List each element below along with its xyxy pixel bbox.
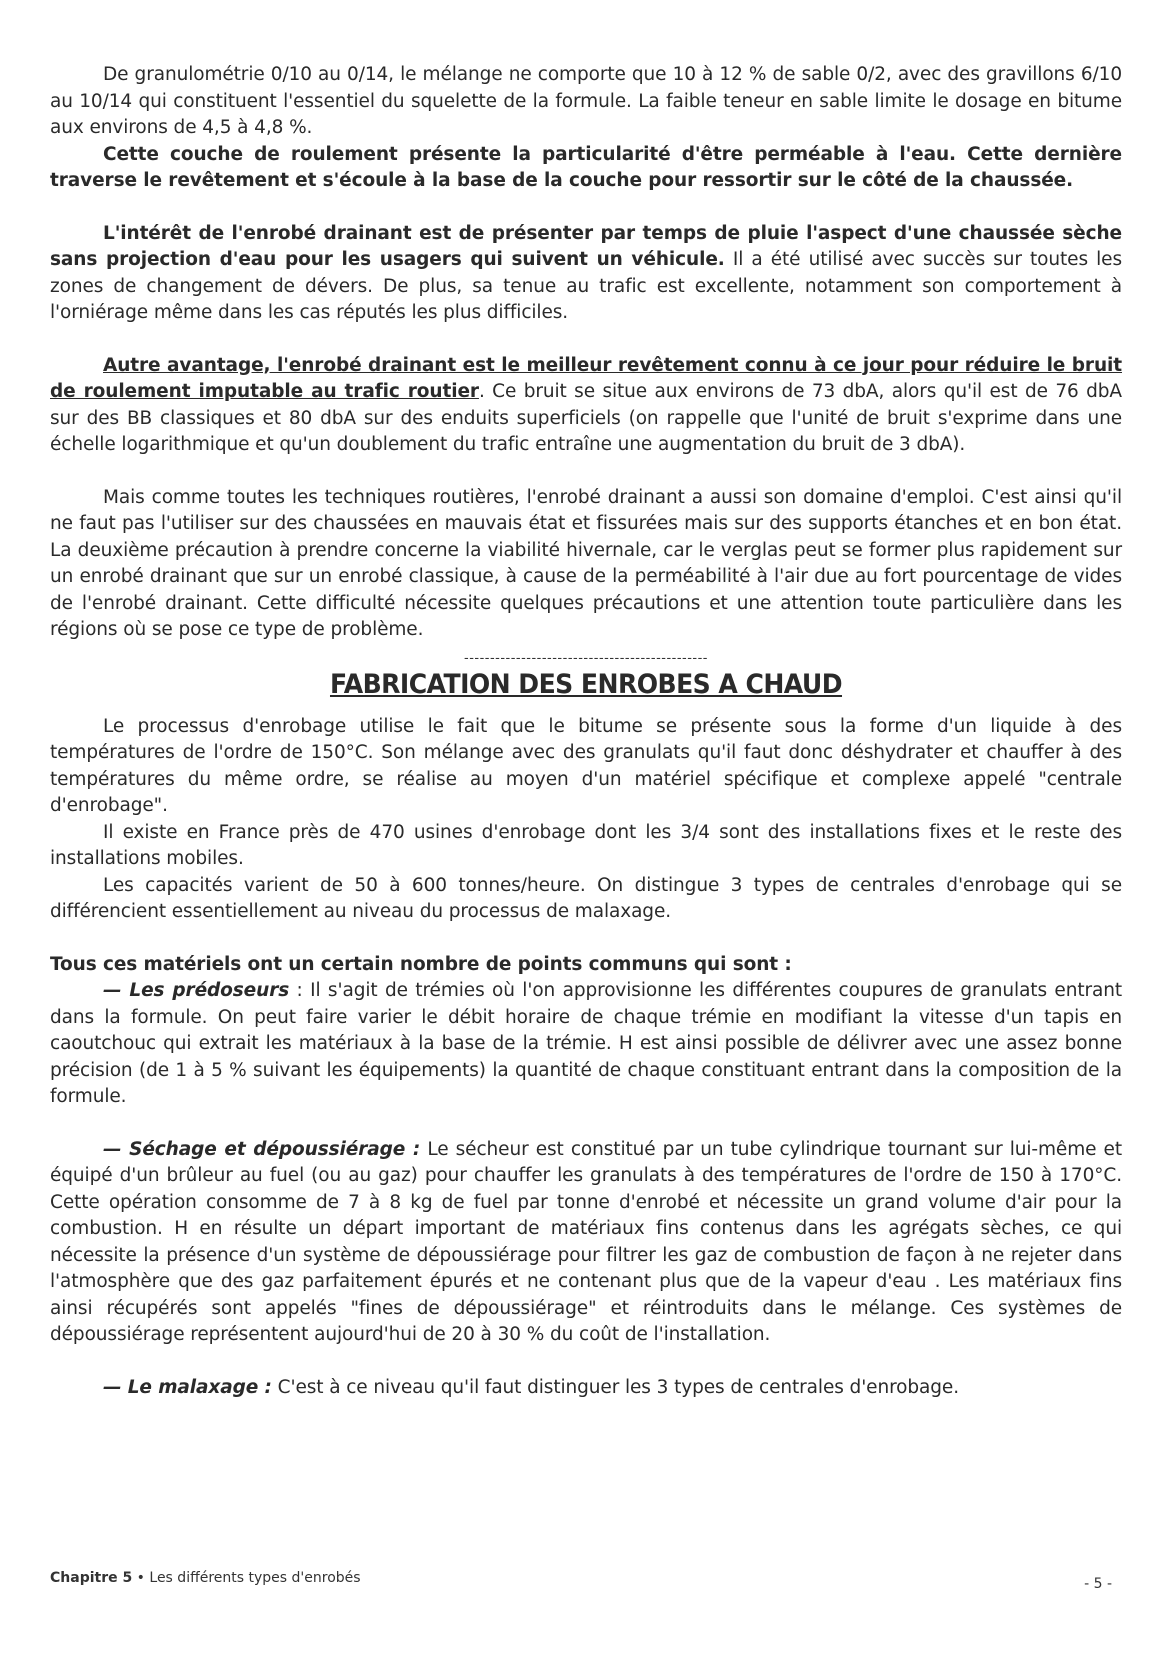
paragraph-permeability: Cette couche de roulement présente la particularité d'être perméable à l'eau. Cette dernière traverse le revêtement et s'écoule à la base de la couche pour ressortir sur le côté de la chaussée. xyxy=(50,143,1122,191)
footer-chapter xyxy=(50,1570,361,1586)
footer-chapter-title: Les différents types d'enrobés xyxy=(149,1570,361,1586)
item-sechage-label: — Séchage et dépoussiérage : xyxy=(103,1138,421,1160)
item-predoseurs-text: : Il s'agit de trémies où l'on approvisionne les différentes coupures de granulats entrant dans la formule. On peut faire varier le débit horaire de chaque trémie en modifiant la vitesse d'un tapis en caoutchouc qui extrait les matériaux à la base de la trémie. H est ainsi possible de délivrer avec une assez bonne précision (de 1 à 5 % suivant les équipements) la quantité de chaque constituant entrant dans la composition de la formule. xyxy=(50,980,1122,1107)
interest-text: Il a été utilisé avec succès sur toutes les zones de changement de dévers. De plus, sa tenue au trafic est excellente, notamment son comportement à l'orniérage même dans les cas réputés les plus difficiles. xyxy=(50,249,1122,323)
paragraph-process: Le processus d'enrobage utilise le fait que le bitume se présente sous la forme d'un liquide à des températures de l'ordre de 150°C. Son mélange avec des granulats qu'il faut donc déshydrater et chauffer à des températures du même ordre, se réalise au moyen d'un matériel spécifique et complexe appelé "centrale d'enrobage". xyxy=(50,715,1122,816)
item-sechage xyxy=(50,1137,1122,1349)
paragraph-factories: Il existe en France près de 470 usines d'enrobage dont les 3/4 sont des installations fixes et le reste des installations mobiles. xyxy=(50,821,1122,869)
noise-bold-underlined-text: Autre avantage, l'enrobé drainant est le meilleur revêtement connu à ce jour pour réduire le bruit de roulement imputable au trafic routier xyxy=(50,354,1122,402)
item-predoseurs xyxy=(50,978,1122,1111)
section-title: FABRICATION DES ENROBES A CHAUD xyxy=(329,668,843,700)
noise-text: . Ce bruit se situe aux environs de 73 dbA, alors qu'il est de 76 dbA sur des BB classiques et 80 dbA sur des enduits superficiels (on rappelle que l'unité de bruit s'exprime dans une échelle logarithmique et qu'un doublement du trafic entraîne une augmentation du bruit de 3 dbA). xyxy=(50,381,1122,455)
paragraph-interest xyxy=(50,221,1122,327)
item-predoseurs-label: — Les prédoseurs xyxy=(103,980,290,1001)
item-malaxage-label: — Le malaxage : xyxy=(103,1376,272,1398)
item-sechage-text: Le sécheur est constitué par un tube cylindrique tournant sur lui-même et équipé d'un brûleur au fuel (ou au gaz) pour chauffer les granulats à des températures de l'ordre de 150 à 170°C. Cette opération consomme de 7 à 8 kg de fuel par tonne d'enrobé et nécessite un grand volume d'air pour la combustion. H en résulte un départ important de matériaux fins contenus dans les agrégats sèches, ce qui nécessite la présence d'un système de dépoussiérage pour filtrer les gaz de combustion de façon à ne rejeter dans l'atmosphère que des gaz parfaitement épurés et ne contenant plus que de la vapeur d'eau . Les matériaux fins ainsi récupérés sont appelés "fines de dépoussiérage" et réintroduits dans le mélange. Ces systèmes de dépoussiérage représentent aujourd'hui de 20 à 30 % du coût de l'installation. xyxy=(50,1138,1122,1345)
common-points-intro: Tous ces matériels ont un certain nombre de points communs qui sont : xyxy=(50,953,792,975)
footer-bullet: • xyxy=(132,1570,150,1586)
paragraph-limitations: Mais comme toutes les techniques routières, l'enrobé drainant a aussi son domaine d'emploi. C'est ainsi qu'il ne faut pas l'utiliser sur des chaussées en mauvais état et fissurées mais sur des supports étanches et en bon état. La deuxième précaution à prendre concerne la viabilité hivernale, car le verglas peut se former plus rapidement sur un enrobé drainant que sur un enrobé classique, à cause de la perméabilité à l'air due au fort pourcentage de vides de l'enrobé drainant. Cette difficulté nécessite quelques précautions et une attention toute particulière dans les régions où se pose ce type de problème. xyxy=(50,486,1122,640)
footer-chapter-number: Chapitre 5 xyxy=(50,1570,133,1586)
footer-page-number: - 5 - xyxy=(1084,1576,1112,1592)
interest-bold-text: L'intérêt de l'enrobé drainant est de présenter par temps de pluie l'aspect d'une chaussée sèche sans projection d'eau pour les usagers qui suivent un véhicule. xyxy=(50,222,1122,270)
section-separator: ----------------------------------------------- xyxy=(464,650,708,666)
page-content xyxy=(50,62,1122,1401)
paragraph-granulometry: De granulométrie 0/10 au 0/14, le mélange ne comporte que 10 à 12 % de sable 0/2, avec des gravillons 6/10 au 10/14 qui constituent l'essentiel du squelette de la formule. La faible teneur en sable limite le dosage en bitume aux environs de 4,5 à 4,8 %. xyxy=(50,64,1122,138)
item-malaxage xyxy=(50,1375,1122,1402)
paragraph-noise xyxy=(50,353,1122,459)
item-malaxage-text: C'est à ce niveau qu'il faut distinguer les 3 types de centrales d'enrobage. xyxy=(271,1376,959,1398)
paragraph-capacities: Les capacités varient de 50 à 600 tonnes/heure. On distingue 3 types de centrales d'enrobage qui se différencient essentiellement au niveau du processus de malaxage. xyxy=(50,874,1122,922)
